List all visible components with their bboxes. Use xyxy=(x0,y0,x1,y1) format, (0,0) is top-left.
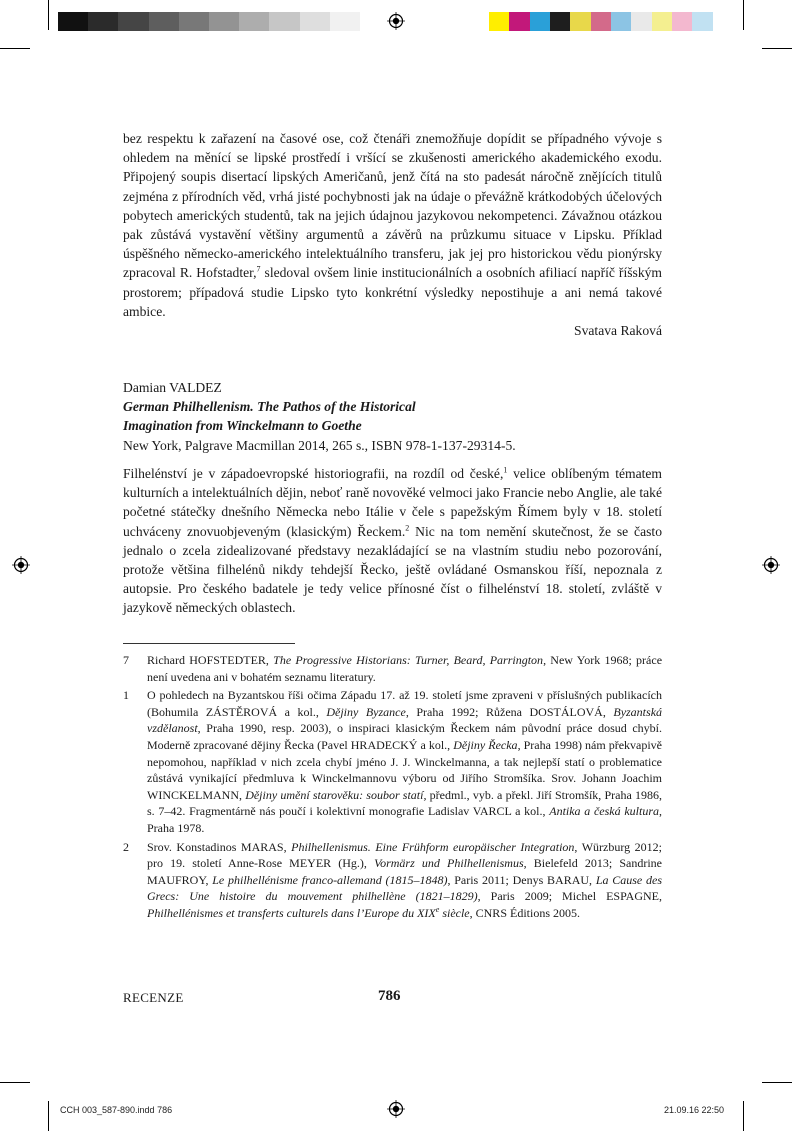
footnote-1: 1 O pohledech na Byzantskou říši očima Západu 17. až 19. století jsme zpraveni v příslušných publikacích (Bohumila ZÁSTĚROVÁ a kol., Dějiny Byzance, Praha 1992; Růžena DOSTÁLOVÁ, Byzantská vzdělanost, Praha 1990, resp. 2003), o inspiraci klasickým Řeckem nám původní práce dosud chybí. Moderně zpracované dějiny Řecka (Pavel HRADECKÝ a kol., Dějiny Řecka, Praha 1998) nám překvapivě nepomohou, například v nich zcela chybí jméno J. J. Winckelmanna, a tak nejlepší statí o problematice zůstává vynikající předmluva k Winckelmannovu výboru od Jiřího Stromšíka. Srov. Johann Joachim WINCKELMANN, Dějiny umění starověku: soubor statí, předml., vyb. a překl. Jiří Stromšík, Praha 1986, s. 7–42. Fragmentárně nás poučí i kolektivní monografie Ladislav VARCL a kol., Antika a česká kultura, Praha 1978. xyxy=(123,688,663,835)
footnote-7: 7 Richard HOFSTEDTER, The Progressive Historians: Turner, Beard, Parrington, New York 1968; práce není uvedena ani v bohatém seznamu literatury. xyxy=(123,653,663,684)
slug-datetime: 21.09.16 22:50 xyxy=(664,1105,725,1115)
registration-mark-top xyxy=(387,12,405,30)
crop-mark xyxy=(743,0,744,30)
gray-swatch xyxy=(239,12,269,31)
book-title: German Philhellenism. The Pathos of the Historical Imagination from Winckelmann to Goethe xyxy=(123,399,416,434)
color-swatch xyxy=(713,12,733,31)
color-swatch xyxy=(530,12,550,31)
color-swatch xyxy=(489,12,509,31)
crop-mark xyxy=(0,1082,30,1083)
review-body xyxy=(123,464,662,618)
color-swatch xyxy=(570,12,590,31)
color-swatch xyxy=(550,12,570,31)
registration-mark-bottom xyxy=(387,1100,405,1118)
gray-swatch xyxy=(300,12,330,31)
crop-mark xyxy=(48,1101,49,1131)
color-swatch xyxy=(631,12,651,31)
crop-mark xyxy=(743,1101,744,1131)
registration-mark-left xyxy=(12,556,30,574)
footnote-ref-2: 2 xyxy=(405,523,410,533)
gray-swatch xyxy=(269,12,299,31)
slug-filename: CCH 003_587-890.indd 786 xyxy=(60,1105,173,1115)
gray-swatch xyxy=(179,12,209,31)
color-swatch xyxy=(611,12,631,31)
previous-review-paragraph: bez respektu k zařazení na časové ose, což čtenáři znemožňuje dopídit se případného vývoje s ohledem na měnící se lipské prostředí i vršící se zkušenosti amerického akademického exodu. Připojený soupis disertací lipských Američanů, jenž čítá na sto padesát náročně znějících titulů zejména z přírodních věd, vrhá jisté pochybnosti jak na údaje o převážně krátkodobých účelových pobytech amerických studentů, tak na jejich údajnou jazykovou nekompetenci. Závažnou otázkou pak zůstává vystavění většiny argumentů a závěrů na průzkumu situace v Lipsku. Příklad úspěšného německo-amerického intelektuálního transferu, jak jej pro historickou vědu pionýrsky zpracoval R. Hofstadter,$^7$ sledoval ovšem linie institucionálních a osobních afiliací napříč říšským prostorem; případová studie Lipsko tyto konkrétní výsledky nepostihuje a ani nemá takové ambice. xyxy=(123,131,662,319)
color-swatch xyxy=(591,12,611,31)
gray-swatch xyxy=(118,12,148,31)
gray-swatch xyxy=(58,12,88,31)
footnote-ref-7: 7 xyxy=(256,264,261,274)
page-number: 786 xyxy=(378,988,401,1004)
grayscale-calibration-bar xyxy=(58,12,360,31)
previous-review-ending xyxy=(123,129,662,340)
color-swatch xyxy=(672,12,692,31)
section-label: RECENZE xyxy=(123,990,184,1005)
color-swatch xyxy=(692,12,712,31)
publication-info: New York, Palgrave Macmillan 2014, 265 s., ISBN 978-1-137-29314-5. xyxy=(123,437,516,453)
color-swatch xyxy=(652,12,672,31)
footnote-2: 2 Srov. Konstadinos MARAS, Philhellenismus. Eine Frühform europäischer Integration, Würzburg 2012; pro 19. století Anne-Rose MEYER (Hg.), Vormärz und Philhellenismus, Bielefeld 2013; Sandrine MAUFROY, Le philhellénisme franco-allemand (1815–1848), Paris 2011; Denys BARAU, La Cause des Grecs: Une histoire du mouvement philhellène (1821–1829), Paris 2009; Michel ESPAGNE, Philhellénismes et transferts culturels dans l’Europe du XIXe siècle, CNRS Éditions 2005. xyxy=(123,839,663,920)
review-header xyxy=(123,378,662,455)
color-swatch xyxy=(509,12,529,31)
crop-mark xyxy=(762,48,792,49)
footnote-separator xyxy=(123,643,295,644)
registration-mark-right xyxy=(762,556,780,574)
crop-mark xyxy=(48,0,49,30)
footnote-ref-1: 1 xyxy=(503,465,508,475)
gray-swatch xyxy=(209,12,239,31)
book-author: Damian VALDEZ xyxy=(123,380,222,395)
gray-swatch xyxy=(88,12,118,31)
review-signature: Svatava Raková xyxy=(574,323,662,339)
review-paragraph: Filhelénství je v západoevropské historiografii, na rozdíl od české,$^1$ velice oblíbeným tématem kulturních a intelektuálních dějin, neboť raně novověké velmoci jako Francie nebo Anglie, ale také početné státečky dnešního Německa nebo Itálie v čele s papežským Římem byly v 18. století uchváceny znovuobjeveným (klasickým) Řeckem.$^2$ Nic na tom nemění skutečnost, že se často jednalo o zcela zidealizované představy nezakládající se na vlastním studiu nebo pozorování, protože většina filhelénů nikdy tehdejší Řecko, ještě ovládané Osmanskou říší, nepoznala z autopsie. Pro českého badatele je tedy velice přínosné číst o filhelénství 18. století, zvláště v jazykově německých oblastech. xyxy=(123,465,662,616)
footnotes xyxy=(123,652,662,924)
color-calibration-bar xyxy=(489,12,733,31)
crop-mark xyxy=(762,1082,792,1083)
crop-mark xyxy=(0,48,30,49)
gray-swatch xyxy=(149,12,179,31)
gray-swatch xyxy=(330,12,360,31)
